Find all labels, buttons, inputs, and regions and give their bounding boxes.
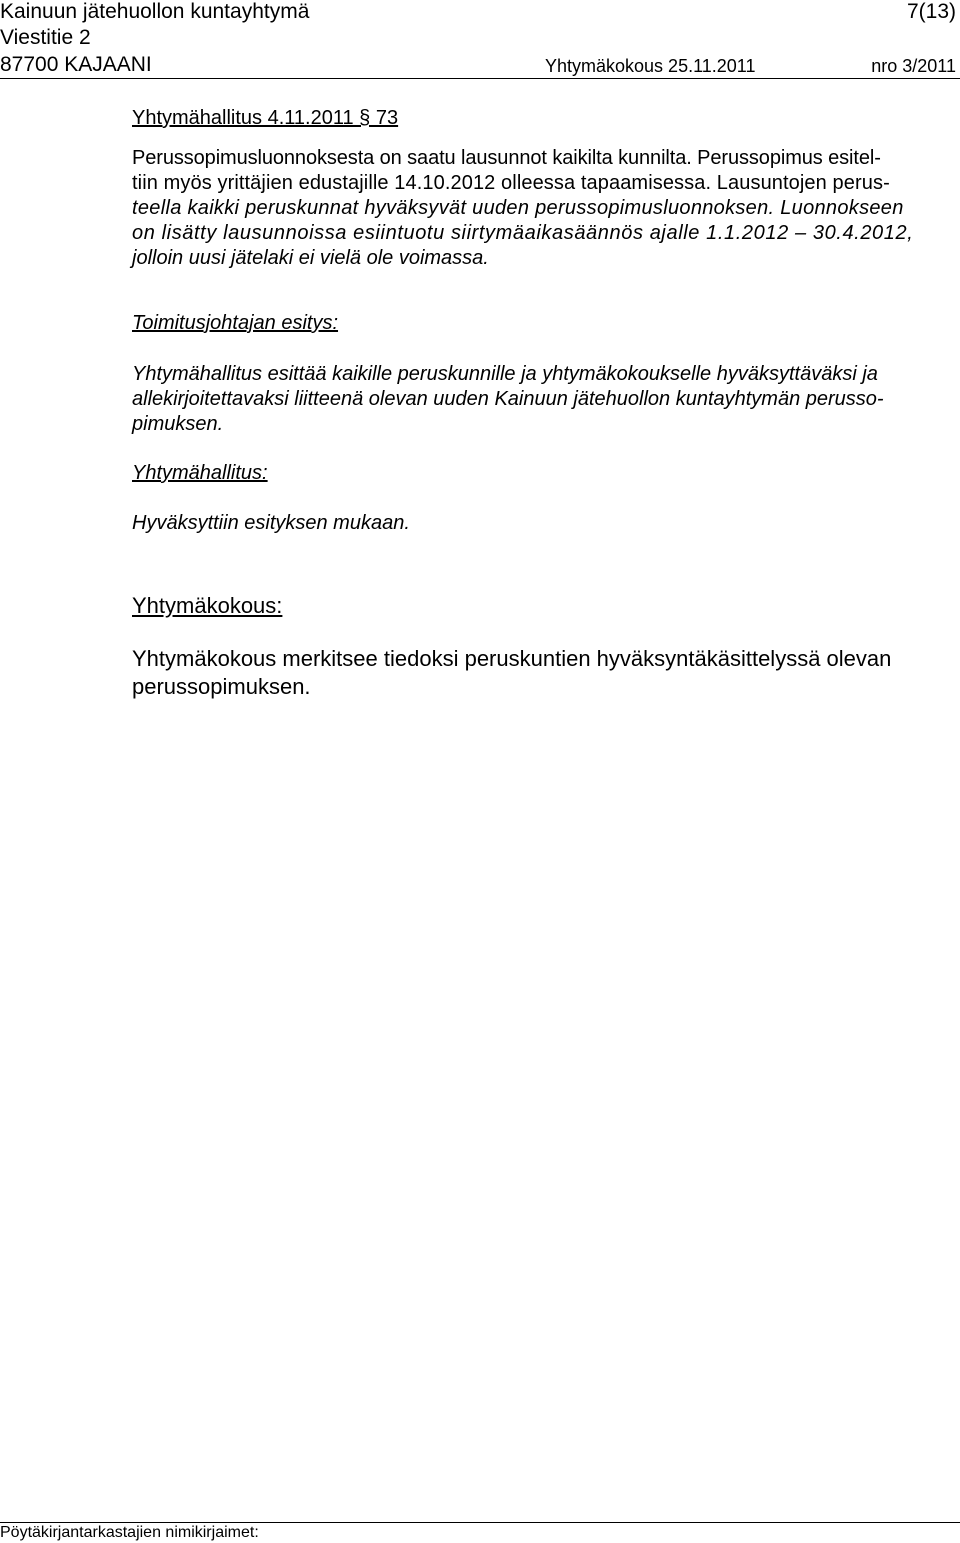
paragraph-line: Yhtymähallitus esittää kaikille peruskunnille ja yhtymäkokoukselle hyväksyttäväksi ja xyxy=(132,363,878,385)
paragraph-line: perussopimuksen. xyxy=(132,674,311,699)
paragraph-line: pimuksen. xyxy=(132,413,224,435)
proposal-paragraph xyxy=(132,362,952,437)
signatures-label: Pöytäkirjantarkastajien nimikirjaimet: xyxy=(0,1524,259,1541)
org-name: Kainuun jätehuollon kuntayhtymä xyxy=(0,0,310,23)
board-heading: Yhtymähallitus: xyxy=(132,462,268,484)
paragraph-line: Yhtymäkokous merkitsee tiedoksi peruskuntien hyväksyntäkäsittelyssä olevan xyxy=(132,646,892,671)
section-reference: Yhtymähallitus 4.11.2011 § 73 xyxy=(132,107,399,129)
paragraph-line: on lisätty lausunnoissa esiintuotu siirtymäaikasäännös ajalle 1.1.2012 – 30.4.2012, xyxy=(132,222,914,244)
paragraph-line: tiin myös yrittäjien edustajille 14.10.2012 olleessa tapaamisessa. Lausuntojen perus- xyxy=(132,172,890,194)
footer-rule xyxy=(0,1522,960,1523)
paragraph-line: teella kaikki peruskunnat hyväksyvät uuden perussopimusluonnoksen. Luonnokseen xyxy=(132,197,904,219)
postal-address: 87700 KAJAANI xyxy=(0,53,152,76)
issue-number: nro 3/2011 xyxy=(871,56,956,76)
proposal-heading: Toimitusjohtajan esitys: xyxy=(132,312,339,334)
page-number: 7(13) xyxy=(906,0,956,23)
meeting-date: Yhtymäkokous 25.11.2011 xyxy=(545,56,756,76)
paragraph-line: jolloin uusi jätelaki ei vielä ole voimassa. xyxy=(132,247,489,269)
header-rule xyxy=(0,78,960,79)
meeting-heading: Yhtymäkokous: xyxy=(132,593,283,618)
paragraph-line: allekirjoitettavaksi liitteenä olevan uuden Kainuun jätehuollon kuntayhtymän perusso- xyxy=(132,388,884,410)
paragraph-line: Perussopimusluonnoksesta on saatu lausunnot kaikilta kunnilta. Perussopimus esitel- xyxy=(132,147,881,169)
meeting-paragraph xyxy=(132,645,952,701)
background-paragraph xyxy=(132,146,952,271)
street-address: Viestitie 2 xyxy=(0,26,91,49)
board-decision: Hyväksyttiin esityksen mukaan. xyxy=(132,512,410,534)
